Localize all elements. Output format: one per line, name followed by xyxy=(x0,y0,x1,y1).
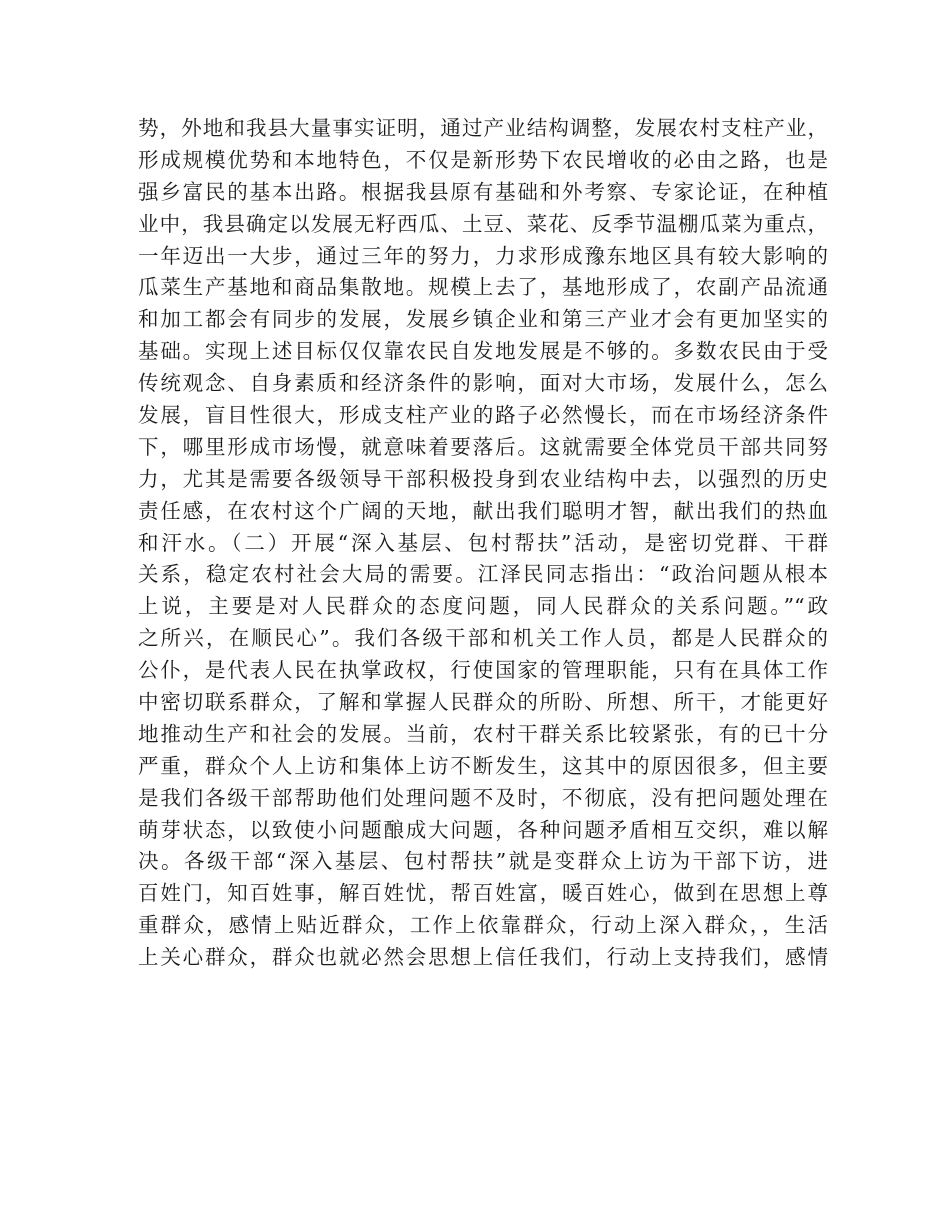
text-line: 是我们各级干部帮助他们处理问题不及时，不彻底，没有把问题处理在 xyxy=(138,785,828,810)
text-line: 公仆，是代表人民在执掌政权，行使国家的管理职能，只有在具体工作 xyxy=(138,658,828,683)
text-line: 和加工都会有同步的发展，发展乡镇企业和第三产业才会有更加坚实的 xyxy=(138,307,828,332)
text-line: 百姓门，知百姓事，解百姓忧，帮百姓富，暖百姓心，做到在思想上尊 xyxy=(138,881,828,906)
text-line: 上说，主要是对人民群众的态度问题，同人民群众的关系问题。”“政 xyxy=(138,594,828,619)
text-line: 一年迈出一大步，通过三年的努力，力求形成豫东地区具有较大影响的 xyxy=(138,243,828,268)
text-line: 中密切联系群众，了解和掌握人民群众的所盼、所想、所干，才能更好 xyxy=(138,690,828,715)
text-line: 基础。实现上述目标仅仅靠农民自发地发展是不够的。多数农民由于受 xyxy=(138,339,828,364)
text-line: 强乡富民的基本出路。根据我县原有基础和外考察、专家论证，在种植 xyxy=(138,179,828,204)
body-text xyxy=(138,113,828,974)
text-line: 传统观念、自身素质和经济条件的影响，面对大市场，发展什么，怎么 xyxy=(138,371,828,396)
text-line: 关系，稳定农村社会大局的需要。江泽民同志指出：“政治问题从根本 xyxy=(138,562,828,587)
text-line: 重群众，感情上贴近群众，工作上依靠群众，行动上深入群众，，生活 xyxy=(138,913,828,938)
text-line: 和汗水。（二）开展“深入基层、包村帮扶”活动，是密切党群、干群 xyxy=(138,530,828,555)
text-line: 责任感，在农村这个广阔的天地，献出我们聪明才智，献出我们的热血 xyxy=(138,498,828,523)
text-line: 形成规模优势和本地特色，不仅是新形势下农民增收的必由之路，也是 xyxy=(138,147,828,172)
text-line: 决。各级干部“深入基层、包村帮扶”就是变群众上访为干部下访，进 xyxy=(138,849,828,874)
text-line: 发展，盲目性很大，形成支柱产业的路子必然慢长，而在市场经济条件 xyxy=(138,403,828,428)
text-line: 上关心群众，群众也就必然会思想上信任我们，行动上支持我们，感情 xyxy=(138,945,828,970)
text-line: 严重，群众个人上访和集体上访不断发生，这其中的原因很多，但主要 xyxy=(138,753,828,778)
text-line: 地推动生产和社会的发展。当前，农村干群关系比较紧张，有的已十分 xyxy=(138,721,828,746)
text-line: 瓜菜生产基地和商品集散地。规模上去了，基地形成了，农副产品流通 xyxy=(138,275,828,300)
text-line: 萌芽状态，以致使小问题酿成大问题，各种问题矛盾相互交织，难以解 xyxy=(138,817,828,842)
text-line: 力，尤其是需要各级领导干部积极投身到农业结构中去，以强烈的历史 xyxy=(138,466,828,491)
text-line: 下，哪里形成市场慢，就意味着要落后。这就需要全体党员干部共同努 xyxy=(138,434,828,459)
text-line: 业中，我县确定以发展无籽西瓜、土豆、菜花、反季节温棚瓜菜为重点， xyxy=(138,211,828,236)
text-line: 之所兴，在顺民心”。我们各级干部和机关工作人员，都是人民群众的 xyxy=(138,626,828,651)
text-line: 势，外地和我县大量事实证明，通过产业结构调整，发展农村支柱产业， xyxy=(138,116,828,140)
